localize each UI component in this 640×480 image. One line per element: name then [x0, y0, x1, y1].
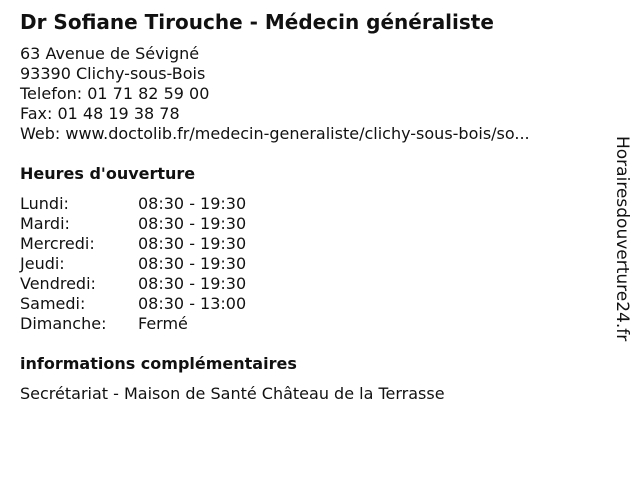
hours-day: Samedi: — [20, 294, 86, 313]
hours-day: Dimanche: — [20, 314, 107, 333]
side-brand-watermark: Horairesdouverture24.fr — [612, 136, 632, 342]
address-block — [20, 44, 530, 144]
hours-row — [20, 214, 246, 234]
hours-table — [20, 194, 246, 334]
info-heading: informations complémentaires — [20, 354, 297, 373]
hours-day: Jeudi: — [20, 254, 65, 273]
website-link[interactable]: Web: www.doctolib.fr/medecin-generaliste/clichy-sous-bois/so... — [20, 124, 530, 143]
hours-row — [20, 254, 246, 274]
hours-row — [20, 294, 246, 314]
address-city: 93390 Clichy-sous-Bois — [20, 64, 206, 83]
hours-day: Vendredi: — [20, 274, 96, 293]
hours-time: 08:30 - 19:30 — [138, 234, 247, 253]
hours-day: Mardi: — [20, 214, 70, 233]
hours-time: 08:30 - 19:30 — [138, 254, 247, 273]
hours-day: Mercredi: — [20, 234, 95, 253]
hours-day: Lundi: — [20, 194, 69, 213]
hours-time: Fermé — [138, 314, 188, 333]
hours-time: 08:30 - 19:30 — [138, 274, 247, 293]
hours-row — [20, 234, 246, 254]
phone-number[interactable]: Telefon: 01 71 82 59 00 — [20, 84, 210, 103]
info-text: Secrétariat - Maison de Santé Château de la Terrasse — [20, 384, 445, 403]
fax-number: Fax: 01 48 19 38 78 — [20, 104, 180, 123]
hours-time: 08:30 - 13:00 — [138, 294, 247, 313]
page-title: Dr Sofiane Tirouche - Médecin généraliste — [20, 10, 494, 34]
hours-row — [20, 274, 246, 294]
hours-heading: Heures d'ouverture — [20, 164, 196, 183]
hours-row — [20, 314, 246, 334]
hours-row — [20, 194, 246, 214]
address-street: 63 Avenue de Sévigné — [20, 44, 200, 63]
hours-time: 08:30 - 19:30 — [138, 194, 247, 213]
hours-time: 08:30 - 19:30 — [138, 214, 247, 233]
